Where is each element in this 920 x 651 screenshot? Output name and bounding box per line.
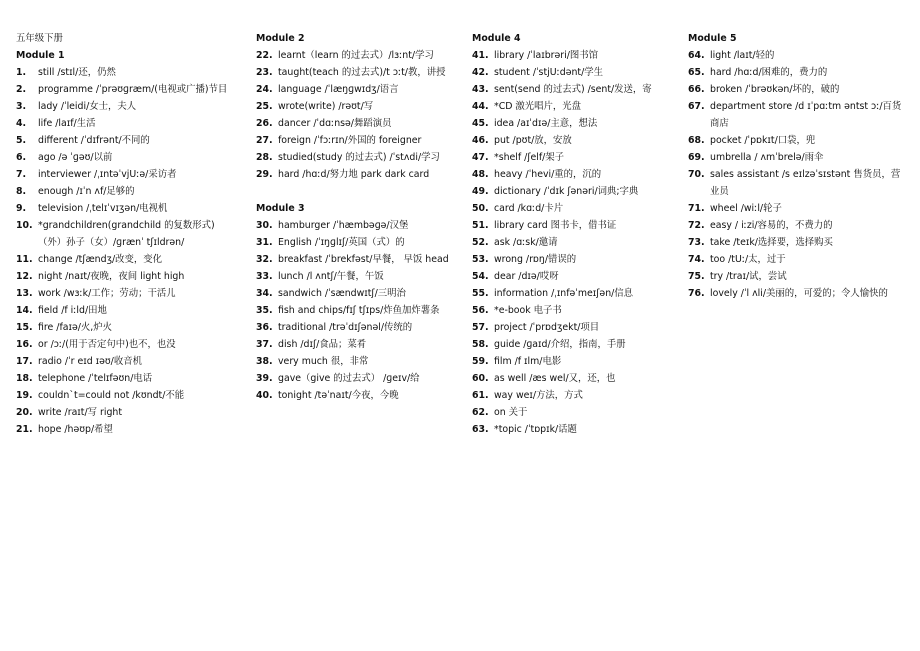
entry-number: 7. xyxy=(16,169,27,180)
vocab-entry xyxy=(472,268,668,285)
entry-number: 13. xyxy=(16,288,33,299)
entry-text: idea /aɪˈdɪə/主意，想法 xyxy=(494,118,598,129)
entry-text: dear /dɪə/哎呀 xyxy=(494,271,559,282)
entry-text: night /naɪt/夜晚，夜间 light high xyxy=(38,271,185,282)
entry-text: lunch /l ʌntʃ/午餐，午饭 xyxy=(278,271,384,282)
vocab-entry xyxy=(688,64,902,81)
entry-text: lovely /ˈl ʌli/美丽的，可爱的；令人愉快的 xyxy=(710,288,888,299)
vocab-entry xyxy=(16,200,236,217)
vocab-entry xyxy=(16,251,236,268)
entry-number: 30. xyxy=(256,220,273,231)
entry-text: still /stɪl/还，仍然 xyxy=(38,67,116,78)
entry-text: couldn`t=could not /kʊndt/不能 xyxy=(38,390,185,401)
module-heading: Module 5 xyxy=(688,33,737,44)
entry-number: 21. xyxy=(16,424,33,435)
entry-number: 37. xyxy=(256,339,273,350)
entry-text: gave（give 的过去式） /ɡeɪv/给 xyxy=(278,373,420,384)
vocab-entry xyxy=(256,251,452,268)
entry-text: traditional /trəˈdɪʃənəl/传统的 xyxy=(278,322,413,333)
vocab-entry xyxy=(472,319,668,336)
entry-text: ago /ə ˈɡəʊ/以前 xyxy=(38,152,113,163)
entry-number: 31. xyxy=(256,237,273,248)
column-4 xyxy=(688,30,902,302)
entry-text: pocket /ˈpɒkɪt/口袋，兜 xyxy=(710,135,816,146)
entry-number: 74. xyxy=(688,254,705,265)
entry-text: hope /həʊp/希望 xyxy=(38,424,113,435)
entry-text: work /wɜːk/工作；劳动；干活儿 xyxy=(38,288,176,299)
entry-text: write /raɪt/写 right xyxy=(38,407,123,418)
vocab-entry xyxy=(16,319,236,336)
entry-text: taught(teach 的过去式)/t ɔːt/教，讲授 xyxy=(278,67,446,78)
entry-number: 65. xyxy=(688,67,705,78)
entry-number: 39. xyxy=(256,373,273,384)
entry-number: 48. xyxy=(472,169,489,180)
entry-number: 57. xyxy=(472,322,489,333)
entry-text: or /ɔː/(用于否定句中)也不，也没 xyxy=(38,339,176,350)
module-heading: Module 2 xyxy=(256,33,305,44)
entry-number: 46. xyxy=(472,135,489,146)
entry-number: 15. xyxy=(16,322,33,333)
entry-text: *e-book 电子书 xyxy=(494,305,562,316)
entry-number: 43. xyxy=(472,84,489,95)
entry-text: language /ˈlæŋɡwɪdʒ/语言 xyxy=(278,84,399,95)
entry-text: studied(study 的过去式) /ˈstʌdi/学习 xyxy=(278,152,440,163)
vocab-entry xyxy=(472,183,668,200)
vocab-entry xyxy=(16,285,236,302)
vocab-entry xyxy=(472,234,668,251)
entry-text: film /f ɪlm/电影 xyxy=(494,356,562,367)
entry-text: fish and chips/fɪʃ tʃɪps/炸鱼加炸薯条 xyxy=(278,305,440,316)
vocab-entry xyxy=(16,149,236,166)
entry-text: interviewer /ˌɪntəˈvjUːə/采访者 xyxy=(38,169,177,180)
entry-number: 62. xyxy=(472,407,489,418)
vocab-entry xyxy=(472,404,668,421)
entry-text: *topic /ˈtɒpɪk/话题 xyxy=(494,424,577,435)
entry-text: sent(send 的过去式) /sent/发送，寄 xyxy=(494,84,652,95)
vocab-entry xyxy=(472,81,668,98)
entry-text: *CD 激光唱片，光盘 xyxy=(494,101,582,112)
entry-number: 64. xyxy=(688,50,705,61)
entry-text: student /ˈstjUːdənt/学生 xyxy=(494,67,603,78)
entry-text: English /ˈɪŋɡlɪʃ/英国（式）的 xyxy=(278,237,405,248)
entry-text: dish /dɪʃ/食品；菜肴 xyxy=(278,339,367,350)
entry-text: dancer /ˈdɑːnsə/舞蹈演员 xyxy=(278,118,392,129)
entry-text: telephone /ˈtelɪfəʊn/电话 xyxy=(38,373,153,384)
entry-number: 41. xyxy=(472,50,489,61)
module-heading: Module 1 xyxy=(16,50,65,61)
module-heading: Module 3 xyxy=(256,203,305,214)
vocab-entry xyxy=(472,285,668,302)
entry-number: 51. xyxy=(472,220,489,231)
vocab-entry xyxy=(256,217,452,234)
entry-text: easy / iːzi/容易的，不费力的 xyxy=(710,220,833,231)
entry-text: tonight /təˈnaɪt/今夜，今晚 xyxy=(278,390,399,401)
entry-number: 5. xyxy=(16,135,27,146)
entry-text: library card 图书卡，借书证 xyxy=(494,220,617,231)
entry-number: 18. xyxy=(16,373,33,384)
entry-number: 36. xyxy=(256,322,273,333)
vocab-entry xyxy=(16,166,236,183)
vocab-entry xyxy=(472,421,668,438)
vocab-entry xyxy=(256,353,452,370)
vocab-entry xyxy=(472,370,668,387)
entry-number: 29. xyxy=(256,169,273,180)
entry-number: 70. xyxy=(688,169,705,180)
vocab-entry xyxy=(472,115,668,132)
entry-number: 34. xyxy=(256,288,273,299)
entry-number: 16. xyxy=(16,339,33,350)
vocab-entry xyxy=(472,64,668,81)
column-2 xyxy=(256,30,452,404)
entry-text: as well /æs wel/又，还，也 xyxy=(494,373,616,384)
vocab-entry xyxy=(472,132,668,149)
vocab-entry xyxy=(16,353,236,370)
entry-text: programme /ˈprəʊɡræm/(电视或广播)节目 xyxy=(38,84,228,95)
vocab-entry xyxy=(688,149,902,166)
entry-number: 73. xyxy=(688,237,705,248)
entry-number: 1. xyxy=(16,67,27,78)
vocab-entry xyxy=(16,81,236,98)
vocab-entry xyxy=(16,404,236,421)
entry-text: lady /ˈleidi/女士，夫人 xyxy=(38,101,137,112)
vocab-entry xyxy=(16,183,236,200)
entry-number: 49. xyxy=(472,186,489,197)
vocab-entry xyxy=(16,302,236,319)
entry-number: 58. xyxy=(472,339,489,350)
entry-text: change /tʃændʒ/改变，变化 xyxy=(38,254,163,265)
vocab-entry xyxy=(688,200,902,217)
entry-text: *shelf /ʃelf/架子 xyxy=(494,152,565,163)
entry-number: 14. xyxy=(16,305,33,316)
entry-number: 12. xyxy=(16,271,33,282)
entry-number: 20. xyxy=(16,407,33,418)
vocab-entry xyxy=(688,81,902,98)
entry-text: radio /ˈr eɪd ɪəʊ/收音机 xyxy=(38,356,142,367)
entry-text: different /ˈdɪfrənt/不同的 xyxy=(38,135,150,146)
entry-number: 8. xyxy=(16,186,27,197)
entry-number: 72. xyxy=(688,220,705,231)
entry-text: library /ˈlaɪbrəri/图书馆 xyxy=(494,50,599,61)
vocab-entry xyxy=(472,149,668,166)
vocab-entry xyxy=(472,200,668,217)
entry-text: take /teɪk/选择要，选择购买 xyxy=(710,237,833,248)
vocab-entry xyxy=(472,217,668,234)
vocab-entry xyxy=(256,268,452,285)
entry-text: department store /d ɪˈpɑːtm əntst ɔː/百货商店 xyxy=(710,101,902,129)
vocab-entry xyxy=(256,47,452,64)
entry-text: hamburger /ˈhæmbəɡə/汉堡 xyxy=(278,220,409,231)
vocab-entry xyxy=(16,98,236,115)
column-1 xyxy=(16,30,236,438)
entry-number: 55. xyxy=(472,288,489,299)
entry-text: put /pʊt/放，安放 xyxy=(494,135,572,146)
vocab-entry xyxy=(256,132,452,149)
vocab-entry xyxy=(472,302,668,319)
vocab-entry xyxy=(688,98,902,132)
entry-number: 22. xyxy=(256,50,273,61)
vocab-entry xyxy=(688,47,902,64)
word-list xyxy=(256,217,452,404)
vocab-entry xyxy=(16,336,236,353)
vocab-entry xyxy=(688,166,902,200)
entry-text: way weɪ/方法，方式 xyxy=(494,390,583,401)
entry-number: 33. xyxy=(256,271,273,282)
word-list xyxy=(688,47,902,302)
entry-number: 28. xyxy=(256,152,273,163)
entry-number: 56. xyxy=(472,305,489,316)
entry-number: 19. xyxy=(16,390,33,401)
entry-number: 66. xyxy=(688,84,705,95)
entry-number: 38. xyxy=(256,356,273,367)
vocab-entry xyxy=(16,132,236,149)
vocab-entry xyxy=(16,217,236,251)
entry-text: foreign /ˈfɔːrɪn/外国的 foreigner xyxy=(278,135,422,146)
entry-text: learnt（learn 的过去式）/lɜːnt/学习 xyxy=(278,50,434,61)
entry-number: 47. xyxy=(472,152,489,163)
entry-text: sandwich /ˈsændwɪtʃ/三明治 xyxy=(278,288,406,299)
vocab-entry xyxy=(256,149,452,166)
entry-number: 27. xyxy=(256,135,273,146)
vocab-entry xyxy=(16,421,236,438)
entry-text: guide /ɡaɪd/介绍，指南，手册 xyxy=(494,339,626,350)
entry-text: field /f iːld/田地 xyxy=(38,305,107,316)
entry-text: wheel /wiːl/轮子 xyxy=(710,203,782,214)
vocab-entry xyxy=(256,285,452,302)
entry-text: wrote(write) /rəʊt/写 xyxy=(278,101,374,112)
vocab-entry xyxy=(256,336,452,353)
vocab-entry xyxy=(256,81,452,98)
vocab-entry xyxy=(16,64,236,81)
vocab-entry xyxy=(256,387,452,404)
entry-text: hard /hɑːd/努力地 park dark card xyxy=(278,169,430,180)
entry-text: too /tUː/太，过于 xyxy=(710,254,786,265)
entry-text: sales assistant /s eɪlzəˈsɪstənt 售货员，营业员 xyxy=(710,169,901,197)
entry-text: television /ˌtelɪˈvɪʒən/电视机 xyxy=(38,203,168,214)
entry-number: 24. xyxy=(256,84,273,95)
entry-number: 17. xyxy=(16,356,33,367)
entry-number: 11. xyxy=(16,254,33,265)
vocab-entry xyxy=(256,64,452,81)
page-title: 五年级下册 xyxy=(16,33,63,44)
entry-text: try /traɪ/试，尝试 xyxy=(710,271,787,282)
vocab-entry xyxy=(472,251,668,268)
entry-number: 69. xyxy=(688,152,705,163)
entry-number: 32. xyxy=(256,254,273,265)
vocab-entry xyxy=(256,319,452,336)
vocab-entry xyxy=(256,302,452,319)
vocab-entry xyxy=(688,285,902,302)
entry-number: 67. xyxy=(688,101,705,112)
vocab-entry xyxy=(256,98,452,115)
entry-number: 76. xyxy=(688,288,705,299)
entry-number: 53. xyxy=(472,254,489,265)
entry-number: 59. xyxy=(472,356,489,367)
entry-text: wrong /rɒŋ/错误的 xyxy=(494,254,577,265)
entry-text: *grandchildren(grandchild 的复数形式)（外）孙子（女）/ɡrænˈ tʃɪldrən/ xyxy=(38,220,215,248)
entry-text: enough /ɪˈn ʌf/足够的 xyxy=(38,186,135,197)
entry-text: hard /hɑːd/困难的，费力的 xyxy=(710,67,828,78)
entry-text: light /laɪt/轻的 xyxy=(710,50,775,61)
module-heading: Module 4 xyxy=(472,33,521,44)
entry-number: 23. xyxy=(256,67,273,78)
entry-number: 68. xyxy=(688,135,705,146)
entry-text: broken /ˈbrəʊkən/坏的，破的 xyxy=(710,84,840,95)
entry-number: 63. xyxy=(472,424,489,435)
vocab-entry xyxy=(688,132,902,149)
vocab-entry xyxy=(472,166,668,183)
vocab-entry xyxy=(16,115,236,132)
entry-number: 54. xyxy=(472,271,489,282)
entry-text: umbrella / ʌmˈbrelə/雨伞 xyxy=(710,152,824,163)
column-3 xyxy=(472,30,668,438)
entry-text: information /ˌɪnfəˈmeɪʃən/信息 xyxy=(494,288,634,299)
entry-text: dictionary /ˈdɪk ʃənəri/词典;字典 xyxy=(494,186,639,197)
entry-number: 6. xyxy=(16,152,27,163)
vocab-entry xyxy=(472,336,668,353)
vocab-entry xyxy=(256,115,452,132)
word-list xyxy=(472,47,668,438)
entry-number: 25. xyxy=(256,101,273,112)
entry-number: 60. xyxy=(472,373,489,384)
entry-text: on 关于 xyxy=(494,407,528,418)
vocab-entry xyxy=(256,166,452,183)
entry-number: 42. xyxy=(472,67,489,78)
vocab-entry xyxy=(16,370,236,387)
entry-number: 44. xyxy=(472,101,489,112)
vocab-entry xyxy=(688,268,902,285)
entry-text: ask /ɑːsk/邀请 xyxy=(494,237,558,248)
word-list xyxy=(16,64,236,438)
vocab-entry xyxy=(688,234,902,251)
word-list xyxy=(256,47,452,183)
entry-text: fire /faɪə/火,炉火 xyxy=(38,322,113,333)
entry-number: 26. xyxy=(256,118,273,129)
vocab-entry xyxy=(688,251,902,268)
entry-number: 35. xyxy=(256,305,273,316)
entry-number: 40. xyxy=(256,390,273,401)
entry-text: card /kɑːd/卡片 xyxy=(494,203,564,214)
entry-number: 45. xyxy=(472,118,489,129)
vocab-entry xyxy=(472,98,668,115)
vocab-entry xyxy=(256,234,452,251)
entry-text: heavy /ˈhevi/重的，沉的 xyxy=(494,169,602,180)
entry-number: 75. xyxy=(688,271,705,282)
entry-number: 4. xyxy=(16,118,27,129)
entry-text: project /ˈprɒdʒekt/项目 xyxy=(494,322,600,333)
vocab-entry xyxy=(16,268,236,285)
entry-text: breakfast /ˈbrekfəst/早餐， 早饭 head xyxy=(278,254,449,265)
entry-number: 9. xyxy=(16,203,27,214)
vocab-entry xyxy=(472,353,668,370)
entry-number: 50. xyxy=(472,203,489,214)
vocab-entry xyxy=(16,387,236,404)
vocab-entry xyxy=(472,387,668,404)
entry-number: 52. xyxy=(472,237,489,248)
entry-number: 2. xyxy=(16,84,27,95)
vocab-entry xyxy=(688,217,902,234)
entry-number: 10. xyxy=(16,220,33,231)
entry-number: 71. xyxy=(688,203,705,214)
vocab-entry xyxy=(256,370,452,387)
entry-number: 3. xyxy=(16,101,27,112)
vocab-entry xyxy=(472,47,668,64)
entry-text: very much 很，非常 xyxy=(278,356,369,367)
entry-text: life /laɪf/生活 xyxy=(38,118,96,129)
entry-number: 61. xyxy=(472,390,489,401)
